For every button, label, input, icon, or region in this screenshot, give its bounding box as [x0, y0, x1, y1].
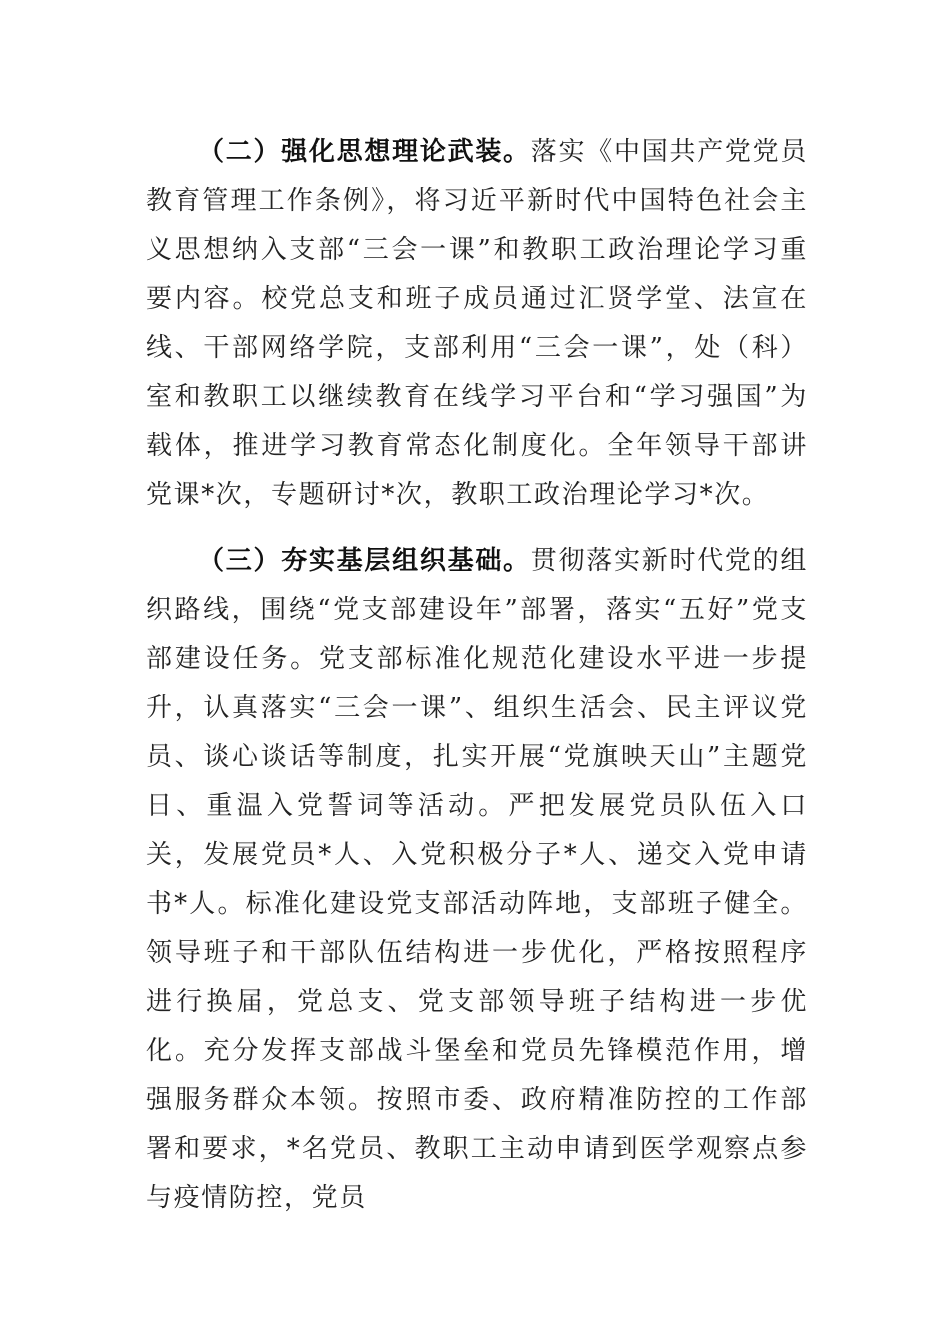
- paragraph-heading: （三）夯实基层组织基础。: [198, 546, 531, 576]
- document-body: [146, 128, 808, 1223]
- paragraph-text: 落实《中国共产党党员教育管理工作条例》，将习近平新时代中国特色社会主义思想纳入支部“三会一课”和教职工政治理论学习重要内容。校党总支和班子成员通过汇贤学堂、法宣在线、干部网络学院，支部利用“三会一课”，处（科）室和教职工以继续教育在线学习平台和“学习强国”为载体，推进学习教育常态化制度化。全年领导干部讲党课*次，专题研讨*次，教职工政治理论学习*次。: [146, 137, 808, 510]
- paragraph-text: 贯彻落实新时代党的组织路线，围绕“党支部建设年”部署，落实“五好”党支部建设任务。党支部标准化规范化建设水平进一步提升，认真落实“三会一课”、组织生活会、民主评议党员、谈心谈话等制度，扎实开展“党旗映天山”主题党日、重温入党誓词等活动。严把发展党员队伍入口关，发展党员*人、入党积极分子*人、递交入党申请书*人。标准化建设党支部活动阵地，支部班子健全。领导班子和干部队伍结构进一步优化，严格按照程序进行换届，党总支、党支部领导班子结构进一步优化。充分发挥支部战斗堡垒和党员先锋模范作用，增强服务群众本领。按照市委、政府精准防控的工作部署和要求，*名党员、教职工主动申请到医学观察点参与疫情防控，党员: [146, 546, 808, 1213]
- paragraph-strengthen-theory: [146, 128, 808, 520]
- paragraph-grassroots-organization: [146, 537, 808, 1223]
- paragraph-heading: （二）强化思想理论武装。: [198, 137, 531, 167]
